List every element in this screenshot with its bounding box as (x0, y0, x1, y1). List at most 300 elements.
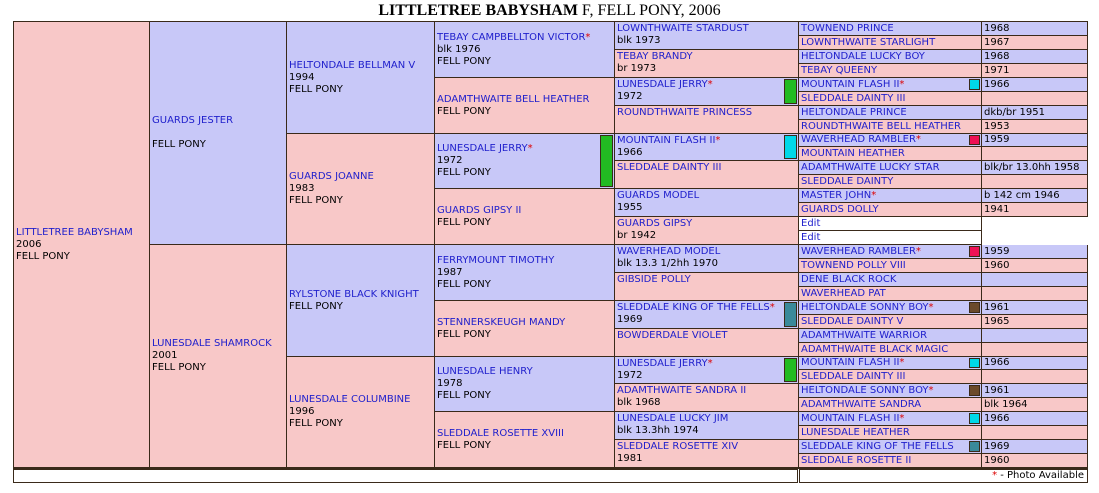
color-marker (969, 385, 980, 396)
ancestor-details: 1966 (984, 357, 1010, 368)
ancestor-cell-gen6 (799, 147, 981, 160)
photo-star-icon: * (915, 134, 921, 145)
ancestor-link[interactable]: LUNESDALE HEATHER (801, 427, 910, 438)
ancestor-details: 1953 (984, 121, 1010, 132)
ancestor-info-cell (982, 106, 1087, 119)
ancestor-link[interactable]: LUNESDALE JERRY (617, 79, 708, 90)
ancestor-link[interactable]: GUARDS DOLLY (801, 204, 879, 215)
ancestor-link[interactable]: SLEDDALE ROSETTE II (801, 455, 912, 466)
ancestor-info (437, 94, 612, 118)
ancestor-name-line (801, 385, 934, 396)
ancestor-details: 1959 (984, 246, 1010, 257)
ancestor-cell-gen4 (435, 412, 614, 467)
ancestor-name-line (801, 302, 934, 313)
ancestor-name-line (801, 288, 886, 299)
ancestor-year: blk 1976 (437, 43, 481, 55)
ancestor-name-line (617, 135, 796, 147)
ancestor-year: 1972 (437, 155, 463, 166)
ancestor-link[interactable]: WAVERHEAD MODEL (617, 246, 721, 257)
ancestor-link[interactable]: MASTER JOHN (801, 190, 872, 201)
ancestor-info (437, 366, 612, 402)
ancestor-info-cell (982, 412, 1087, 425)
ancestor-info (289, 171, 432, 207)
ancestor-link[interactable]: LUNESDALE JERRY (437, 143, 528, 154)
ancestor-name-line (437, 32, 612, 44)
ancestor-cell-gen4 (435, 245, 614, 300)
ancestor-info-cell (982, 301, 1087, 314)
color-marker (969, 441, 980, 452)
ancestor-details: 1981 (617, 453, 643, 464)
subject-horse-cell (14, 22, 149, 467)
photo-star-icon: * (715, 135, 721, 146)
ancestor-name-line (801, 371, 905, 382)
ancestor-breed: FELL PONY (437, 167, 491, 178)
ancestor-name-line (617, 51, 796, 63)
ancestor-details: 1959 (984, 134, 1010, 145)
photo-star-icon: * (527, 143, 533, 154)
ancestor-breed: FELL PONY (437, 439, 491, 451)
photo-star-icon: * (928, 302, 934, 313)
ancestor-link[interactable]: ROUNDTHWAITE BELL HEATHER (801, 121, 961, 132)
ancestor-link[interactable]: HELTONDALE SONNY BOY (801, 385, 929, 396)
color-marker (784, 135, 797, 159)
ancestor-cell-gen3 (287, 245, 434, 356)
ancestor-breed: FELL PONY (437, 278, 491, 290)
ancestor-link[interactable]: LUNESDALE SHAMROCK (152, 338, 272, 349)
ancestor-info-cell (982, 203, 1087, 216)
ancestor-details: blk 13.3hh 1974 (617, 425, 699, 436)
ancestor-link[interactable]: SLEDDALE DAINTY V (801, 316, 904, 327)
edit-cell (799, 217, 981, 230)
ancestor-info (437, 32, 612, 68)
ancestor-info-cell (982, 64, 1087, 77)
ancestor-cell-gen6 (799, 120, 981, 133)
ancestor-details: 1955 (617, 202, 643, 213)
photo-star-icon: * (707, 358, 713, 369)
ancestor-cell-gen5 (615, 301, 798, 328)
ancestor-name-line (437, 94, 612, 106)
ancestor-name-line (617, 274, 796, 286)
ancestor-details: 1966 (617, 147, 643, 158)
ancestor-cell-gen5 (615, 134, 798, 160)
photo-legend (799, 469, 1088, 483)
ancestor-info-cell (982, 147, 1087, 160)
ancestor-link[interactable]: LUNESDALE LUCKY JIM (617, 413, 729, 424)
photo-star-icon: * (871, 190, 877, 201)
photo-star-icon: * (992, 470, 998, 481)
ancestor-details: b 142 cm 1946 (984, 190, 1060, 201)
ancestor-link[interactable]: ADAMTHWAITE BELL HEATHER (437, 93, 590, 105)
ancestor-cell-gen6 (799, 315, 981, 328)
ancestor-name-line (617, 441, 796, 453)
ancestor-cell-gen4 (435, 22, 614, 77)
ancestor-cell-gen4 (435, 357, 614, 411)
ancestor-details: blk 1964 (984, 399, 1028, 410)
ancestor-breed: FELL PONY (289, 83, 343, 95)
ancestor-year: 1994 (289, 71, 315, 83)
ancestor-details: 1972 (617, 91, 643, 102)
footer-left-cell (13, 469, 798, 483)
ancestor-cell-gen6 (799, 384, 981, 397)
ancestor-name-line (437, 205, 612, 217)
ancestor-link[interactable]: SLEDDALE KING OF THE FELLS (801, 441, 954, 452)
ancestor-cell-gen6 (799, 370, 981, 383)
ancestor-name-line (801, 148, 905, 159)
ancestor-link[interactable]: MOUNTAIN FLASH II (801, 79, 900, 90)
title-details: F, FELL PONY, 2006 (577, 2, 721, 19)
ancestor-link[interactable]: MOUNTAIN FLASH II (801, 413, 900, 424)
ancestor-info-cell (982, 370, 1087, 383)
ancestor-link[interactable]: SLEDDALE ROSETTE XIV (617, 441, 739, 452)
ancestor-year: 1987 (437, 266, 463, 278)
ancestor-cell-gen5 (615, 245, 798, 272)
ancestor-cell-gen4 (435, 134, 614, 188)
ancestor-name-line (437, 366, 612, 378)
ancestor-info-cell (982, 36, 1087, 49)
ancestor-link[interactable]: GUARDS JESTER (152, 115, 234, 126)
ancestor-cell-gen6 (799, 329, 981, 342)
ancestor-cell-gen6 (799, 134, 981, 146)
ancestor-breed: FELL PONY (289, 300, 343, 312)
ancestor-info (289, 394, 432, 430)
edit-cell (799, 231, 981, 244)
ancestor-link[interactable]: RYLSTONE BLACK KNIGHT (289, 288, 419, 300)
ancestor-link[interactable]: GUARDS GIPSY (617, 218, 693, 229)
ancestor-name-line (617, 162, 796, 174)
ancestor-cell-gen6 (799, 106, 981, 119)
ancestor-name-line (801, 413, 904, 424)
ancestor-name-line (617, 358, 796, 370)
ancestor-link[interactable]: SLEDDALE DAINTY III (617, 162, 722, 173)
ancestor-name-line (801, 107, 907, 118)
ancestor-info-cell (982, 120, 1087, 133)
ancestor-name-line (437, 143, 612, 155)
ancestor-details: 1961 (984, 302, 1010, 313)
ancestor-breed: FELL PONY (437, 328, 491, 340)
ancestor-cell-gen6 (799, 36, 981, 49)
ancestor-info-cell (982, 329, 1087, 342)
ancestor-name-line (617, 107, 796, 119)
ancestor-breed: FELL PONY (152, 139, 206, 150)
ancestor-cell-gen5 (615, 384, 798, 411)
ancestor-info-cell (982, 357, 1087, 369)
ancestor-link[interactable]: GIBSIDE POLLY (617, 274, 691, 285)
ancestor-name-line (801, 246, 921, 257)
ancestor-link[interactable]: TEBAY CAMPBELLTON VICTOR (437, 31, 586, 43)
ancestor-name-line (801, 274, 896, 285)
ancestor-name-line (617, 246, 796, 258)
ancestor-link[interactable]: MOUNTAIN FLASH II (801, 357, 900, 368)
ancestor-cell-gen5 (615, 357, 798, 383)
ancestor-info-cell (982, 92, 1087, 105)
ancestor-info-cell (982, 315, 1087, 328)
ancestor-link[interactable]: ADAMTHWAITE LUCKY STAR (801, 162, 940, 173)
ancestor-cell-gen6 (799, 189, 981, 202)
ancestor-cell-gen6 (799, 22, 981, 35)
ancestor-cell-gen5 (615, 189, 798, 216)
ancestor-name-line (801, 134, 921, 145)
ancestor-details: 1941 (984, 204, 1010, 215)
ancestor-name-line (289, 171, 432, 183)
ancestor-link[interactable]: GUARDS GIPSY II (437, 204, 522, 216)
ancestor-details: blk/br 13.0hh 1958 (984, 162, 1080, 173)
ancestor-info-cell (982, 134, 1087, 146)
ancestor-link[interactable]: WAVERHEAD RAMBLER (801, 134, 916, 145)
ancestor-details: 1971 (984, 65, 1010, 76)
ancestor-cell-gen6 (799, 287, 981, 300)
ancestor-details: 1969 (984, 441, 1010, 452)
photo-star-icon: * (707, 79, 713, 90)
ancestor-details: br 1973 (617, 63, 657, 74)
ancestor-year: 1996 (289, 406, 315, 417)
ancestor-name-line (437, 317, 612, 329)
photo-star-icon: * (915, 246, 921, 257)
empty-info-area (982, 217, 1088, 245)
ancestor-link[interactable]: LUNESDALE COLUMBINE (289, 394, 411, 405)
ancestor-link[interactable]: ADAMTHWAITE SANDRA II (617, 385, 747, 396)
ancestor-cell-gen3 (287, 134, 434, 244)
pedigree-table (13, 21, 1088, 469)
ancestor-name-line (801, 344, 948, 355)
ancestor-cell-gen5 (615, 50, 798, 77)
ancestor-link[interactable]: ADAMTHWAITE BLACK MAGIC (801, 344, 949, 355)
ancestor-info (437, 205, 612, 229)
ancestor-link[interactable]: ROUNDTHWAITE PRINCESS (617, 107, 753, 118)
ancestor-name-line (617, 302, 796, 314)
ancestor-info (289, 60, 432, 96)
ancestor-link[interactable]: WAVERHEAD RAMBLER (801, 246, 916, 257)
ancestor-info (437, 143, 612, 179)
edit-link[interactable]: Edit (801, 232, 821, 243)
ancestor-cell-gen4 (435, 189, 614, 244)
ancestor-info-cell (982, 175, 1087, 188)
ancestor-cell-gen5 (615, 78, 798, 105)
spacer (152, 127, 284, 139)
photo-star-icon: * (769, 302, 775, 313)
ancestor-cell-gen6 (799, 78, 981, 91)
photo-star-icon: * (899, 413, 905, 424)
ancestor-name-line (617, 79, 796, 91)
ancestor-info-cell (982, 161, 1087, 174)
ancestor-info-cell (982, 398, 1087, 411)
ancestor-link[interactable]: HELTONDALE SONNY BOY (801, 302, 929, 313)
ancestor-details: 1960 (984, 455, 1010, 466)
ancestor-link[interactable]: TEBAY BRANDY (617, 51, 693, 62)
photo-star-icon: * (899, 79, 905, 90)
ancestor-info-cell (982, 259, 1087, 272)
ancestor-info-cell (982, 189, 1087, 202)
ancestor-cell-gen6 (799, 245, 981, 258)
ancestor-breed: FELL PONY (437, 216, 491, 228)
photo-star-icon: * (899, 357, 905, 368)
ancestor-name-line (617, 413, 796, 425)
ancestor-name-line (617, 190, 796, 202)
ancestor-info-cell (982, 287, 1087, 300)
ancestor-link[interactable]: GUARDS MODEL (617, 190, 700, 201)
color-marker (969, 135, 980, 145)
ancestor-link[interactable]: TOWNEND POLLY VIII (801, 260, 906, 271)
ancestor-link[interactable]: TOWNEND PRINCE (801, 23, 894, 34)
ancestor-cell-gen2 (150, 22, 286, 244)
color-marker (969, 413, 980, 424)
ancestor-cell-gen3 (287, 22, 434, 133)
ancestor-cell-gen6 (799, 398, 981, 411)
ancestor-name-line (801, 232, 820, 243)
ancestor-cell-gen6 (799, 161, 981, 174)
ancestor-name-line (801, 37, 935, 48)
ancestor-cell-gen5 (615, 412, 798, 439)
ancestor-info-cell (982, 384, 1087, 397)
footer-bar (13, 469, 1088, 483)
ancestor-link[interactable]: MOUNTAIN FLASH II (617, 135, 716, 146)
ancestor-name-line (801, 441, 954, 452)
ancestor-cell-gen6 (799, 203, 981, 216)
ancestor-info-cell (982, 343, 1087, 356)
ancestor-name-line (617, 330, 796, 342)
ancestor-cell-gen5 (615, 161, 798, 188)
ancestor-info-cell (982, 273, 1087, 286)
ancestor-link[interactable]: MOUNTAIN HEATHER (801, 148, 905, 159)
ancestor-link[interactable]: STENNERSKEUGH MANDY (437, 316, 566, 328)
ancestor-name-line (801, 357, 904, 368)
ancestor-name-line (801, 455, 911, 466)
color-marker (784, 358, 797, 382)
ancestor-name-line (617, 385, 796, 397)
ancestor-details: 1960 (984, 260, 1010, 271)
ancestor-cell-gen2 (150, 245, 286, 467)
ancestor-info-cell (982, 440, 1087, 453)
ancestor-breed: FELL PONY (289, 195, 343, 206)
ancestor-year: 1978 (437, 378, 463, 389)
ancestor-name-line (801, 204, 879, 215)
subject-horse-breed: FELL PONY (16, 250, 70, 262)
ancestor-name-line (801, 79, 904, 90)
ancestor-info (289, 289, 432, 313)
ancestor-breed: FELL PONY (437, 55, 491, 67)
color-marker (969, 358, 980, 368)
ancestor-info-cell (982, 245, 1087, 258)
ancestor-link[interactable]: SLEDDALE ROSETTE XVIII (437, 427, 564, 439)
ancestor-cell-gen5 (615, 217, 798, 244)
ancestor-details: 1968 (984, 23, 1010, 34)
ancestor-cell-gen5 (615, 106, 798, 133)
ancestor-link[interactable]: HELTONDALE BELLMAN V (289, 59, 416, 71)
ancestor-details: 1961 (984, 385, 1010, 396)
ancestor-year: 1983 (289, 183, 315, 194)
ancestor-info (437, 317, 612, 341)
ancestor-info (152, 115, 284, 151)
ancestor-link[interactable]: LUNESDALE JERRY (617, 358, 708, 369)
ancestor-name-line (152, 115, 284, 127)
ancestor-link[interactable]: GUARDS JOANNE (289, 171, 374, 182)
ancestor-cell-gen5 (615, 329, 798, 356)
subject-horse-year: 2006 (16, 238, 42, 250)
ancestor-details: 1966 (984, 413, 1010, 424)
ancestor-details: blk 1973 (617, 35, 661, 46)
ancestor-details: dkb/br 1951 (984, 107, 1045, 118)
ancestor-link[interactable]: SLEDDALE KING OF THE FELLS (617, 302, 770, 313)
ancestor-cell-gen6 (799, 92, 981, 105)
edit-link[interactable]: Edit (801, 218, 821, 229)
ancestor-info (152, 338, 284, 374)
ancestor-details: 1972 (617, 370, 643, 381)
ancestor-link[interactable]: DENE BLACK ROCK (801, 274, 897, 285)
ancestor-cell-gen6 (799, 426, 981, 439)
ancestor-breed: FELL PONY (289, 418, 343, 429)
ancestor-link[interactable]: LOWNTHWAITE STARLIGHT (801, 37, 936, 48)
ancestor-breed: FELL PONY (152, 362, 206, 373)
ancestor-name-line (801, 65, 877, 76)
ancestor-info (437, 255, 612, 291)
ancestor-link[interactable]: HELTONDALE PRINCE (801, 107, 907, 118)
title-horse-name: LITTLETREE BABYSHAM (378, 2, 578, 19)
ancestor-details: 1969 (617, 314, 643, 325)
ancestor-cell-gen6 (799, 259, 981, 272)
ancestor-name-line (437, 428, 612, 440)
ancestor-cell-gen6 (799, 454, 981, 467)
page-title (0, 2, 1099, 20)
ancestor-name-line (801, 330, 927, 341)
ancestor-link[interactable]: SLEDDALE DAINTY III (801, 93, 906, 104)
color-marker (600, 135, 613, 187)
ancestor-link[interactable]: FERRYMOUNT TIMOTHY (437, 254, 555, 266)
ancestor-link[interactable]: SLEDDALE DAINTY (801, 176, 894, 187)
ancestor-name-line (801, 260, 906, 271)
ancestor-cell-gen6 (799, 301, 981, 314)
ancestor-details: 1967 (984, 37, 1010, 48)
ancestor-cell-gen6 (799, 412, 981, 425)
ancestor-details: blk 13.3 1/2hh 1970 (617, 258, 718, 269)
ancestor-link[interactable]: ADAMTHWAITE SANDRA (801, 399, 922, 410)
ancestor-cell-gen6 (799, 64, 981, 77)
ancestor-name-line (289, 60, 432, 72)
ancestor-breed: FELL PONY (437, 105, 491, 117)
ancestor-name-line (801, 23, 894, 34)
ancestor-details: blk 1968 (617, 397, 661, 408)
ancestor-link[interactable]: BOWDERDALE VIOLET (617, 330, 728, 341)
subject-horse-link[interactable]: LITTLETREE BABYSHAM (16, 226, 133, 238)
ancestor-name-line (801, 121, 961, 132)
ancestor-link[interactable]: SLEDDALE DAINTY III (801, 371, 906, 382)
ancestor-link[interactable]: WAVERHEAD PAT (801, 288, 886, 299)
ancestor-link[interactable]: LOWNTHWAITE STARDUST (617, 23, 749, 34)
color-marker (969, 302, 980, 313)
ancestor-cell-gen6 (799, 343, 981, 356)
ancestor-cell-gen6 (799, 273, 981, 286)
ancestor-name-line (801, 93, 905, 104)
color-marker (784, 79, 797, 104)
ancestor-details: 1968 (984, 51, 1010, 62)
ancestor-breed: FELL PONY (437, 390, 491, 401)
ancestor-link[interactable]: ADAMTHWAITE WARRIOR (801, 330, 928, 341)
ancestor-details: 1965 (984, 316, 1010, 327)
photo-legend-text: - Photo Available (997, 470, 1084, 481)
ancestor-info-cell (982, 50, 1087, 63)
ancestor-link[interactable]: TEBAY QUEENY (801, 65, 878, 76)
ancestor-name-line (801, 218, 820, 229)
ancestor-name-line (289, 289, 432, 301)
ancestor-cell-gen6 (799, 357, 981, 369)
ancestor-link[interactable]: LUNESDALE HENRY (437, 366, 533, 377)
ancestor-name-line (801, 316, 903, 327)
ancestor-name-line (617, 23, 796, 35)
ancestor-link[interactable]: HELTONDALE LUCKY BOY (801, 51, 925, 62)
photo-star-icon: * (585, 31, 591, 43)
ancestor-info (437, 428, 612, 452)
ancestor-year: 2001 (152, 350, 178, 361)
ancestor-name-line (801, 162, 940, 173)
ancestor-name-line (801, 51, 925, 62)
